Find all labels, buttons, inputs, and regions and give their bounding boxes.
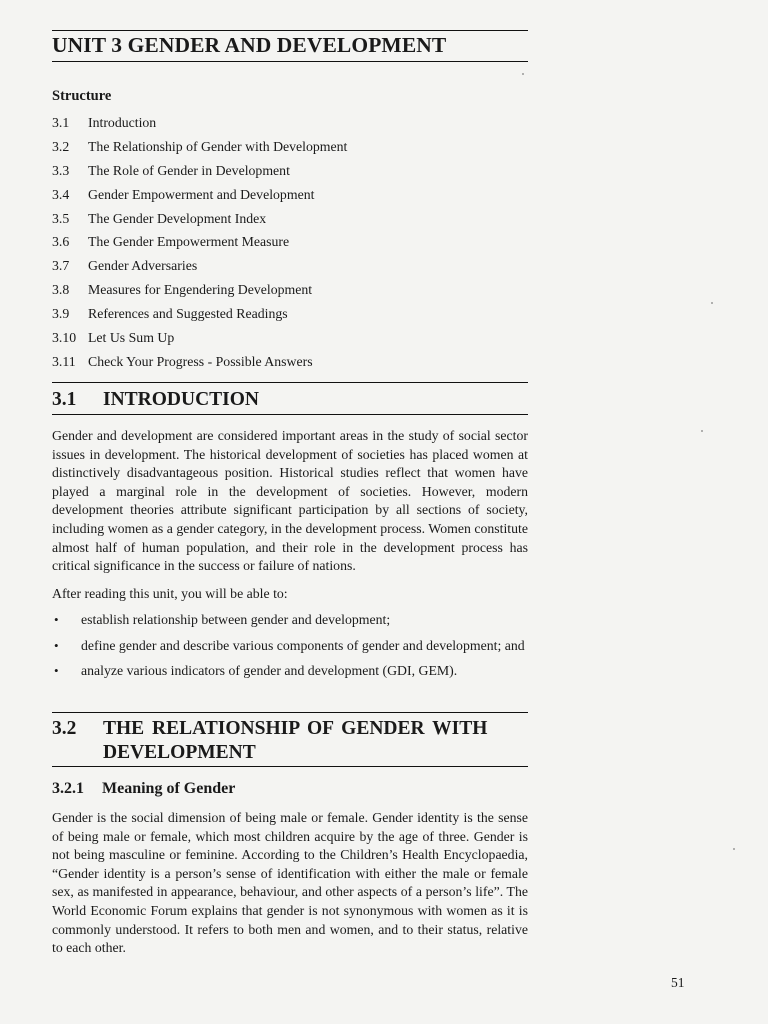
structure-item-number: 3.5 (52, 210, 70, 226)
scan-speck (711, 302, 713, 304)
scan-speck (701, 430, 703, 432)
structure-item (52, 328, 347, 352)
intro-heading-title: INTRODUCTION (103, 389, 260, 410)
structure-item (52, 304, 347, 328)
structure-item (52, 256, 347, 280)
title-bottom-rule (52, 61, 528, 62)
structure-item-number: 3.7 (52, 258, 70, 274)
objective-text: analyze various indicators of gender and development (GDI, GEM). (81, 663, 458, 679)
structure-item-number: 3.2 (52, 138, 70, 154)
structure-item-number: 3.8 (52, 282, 70, 298)
meaning-of-gender-heading (52, 780, 235, 798)
intro-heading-number: 3.1 (52, 389, 77, 410)
structure-item-number: 3.6 (52, 234, 70, 250)
bullet-icon: • (54, 637, 59, 653)
structure-item-title: References and Suggested Readings (88, 306, 288, 322)
structure-item-title: Introduction (88, 115, 157, 130)
structure-item-title: Measures for Engendering Development (88, 282, 313, 298)
objectives-list (52, 611, 528, 688)
relationship-top-rule (52, 712, 528, 713)
structure-heading: Structure (52, 88, 112, 104)
structure-item (52, 232, 347, 256)
structure-item-title: Let Us Sum Up (88, 330, 175, 346)
objective-item (52, 611, 528, 630)
objective-text: define gender and describe various components of gender and development; and (81, 637, 525, 653)
relationship-heading-line1 (52, 717, 528, 741)
relationship-heading-title-line1: THE RELATIONSHIP OF GENDER WITH (103, 718, 488, 739)
structure-item (52, 209, 347, 233)
structure-item (52, 161, 347, 185)
structure-item (52, 113, 347, 137)
unit-title: UNIT 3 GENDER AND DEVELOPMENT (52, 33, 447, 57)
intro-bottom-rule (52, 414, 528, 415)
objectives-lead: After reading this unit, you will be able to: (52, 586, 288, 601)
structure-item (52, 185, 347, 209)
bullet-icon: • (54, 612, 59, 627)
structure-item (52, 352, 347, 376)
structure-item-title: The Relationship of Gender with Development (88, 138, 348, 154)
meaning-of-gender-paragraph: Gender is the social dimension of being male or female. Gender identity is the sense of being male or female, which most children acquire by the age of three. Gender is not being masculine or feminine. According to the Children’s Health Encyclopaedia, “Gender identity is a person’s sense of identification with either the male or female sex, as manifested in appearance, behaviour, and other aspects of a person’s life”. The World Economic Forum explains that gender is not synonymous with women as it is commonly understood. It refers to both men and women, and to their status, relative to each other. (52, 810, 528, 956)
relationship-heading (52, 717, 528, 765)
relationship-heading-number: 3.2 (52, 718, 77, 739)
structure-item-number: 3.11 (52, 353, 76, 369)
structure-item-title: Gender Empowerment and Development (88, 186, 315, 202)
scan-speck (733, 848, 735, 850)
structure-item-number: 3.9 (52, 306, 70, 322)
structure-item-title: The Role of Gender in Development (88, 162, 290, 178)
title-top-rule (52, 30, 528, 31)
objective-text: establish relationship between gender and development; (81, 612, 391, 627)
structure-item-number: 3.3 (52, 162, 70, 178)
scan-speck (522, 73, 524, 75)
page-number: 51 (671, 975, 685, 990)
structure-item-title: Gender Adversaries (88, 258, 198, 274)
subsection-number: 3.2.1 (52, 780, 84, 797)
structure-item (52, 280, 347, 304)
structure-item-number: 3.1 (52, 115, 70, 130)
intro-heading (52, 388, 259, 412)
structure-item-number: 3.4 (52, 186, 70, 202)
objective-item (52, 662, 528, 681)
structure-item-title: Check Your Progress - Possible Answers (88, 353, 313, 369)
structure-item (52, 137, 347, 161)
relationship-heading-title-line2: DEVELOPMENT (103, 742, 256, 763)
relationship-bottom-rule (52, 766, 528, 767)
bullet-icon: • (54, 663, 59, 679)
intro-top-rule (52, 382, 528, 383)
intro-paragraph: Gender and development are considered important areas in the study of social sector issues in development. The historical development of societies has placed women at distinctively disadvantageous position. Historical studies reflect that women have played a marginal role in the development of societies. However, modern development theories attribute significant participation by all sections of society, including women as a gender category, in the development process. Women constitute almost half of human population, and their role in the development process has critical significance in the success or failure of nations. (52, 428, 528, 574)
structure-item-number: 3.10 (52, 330, 77, 346)
subsection-title: Meaning of Gender (102, 780, 236, 797)
structure-list (52, 113, 347, 376)
structure-item-title: The Gender Empowerment Measure (88, 234, 290, 250)
objective-item (52, 637, 528, 656)
structure-item-title: The Gender Development Index (88, 210, 267, 226)
